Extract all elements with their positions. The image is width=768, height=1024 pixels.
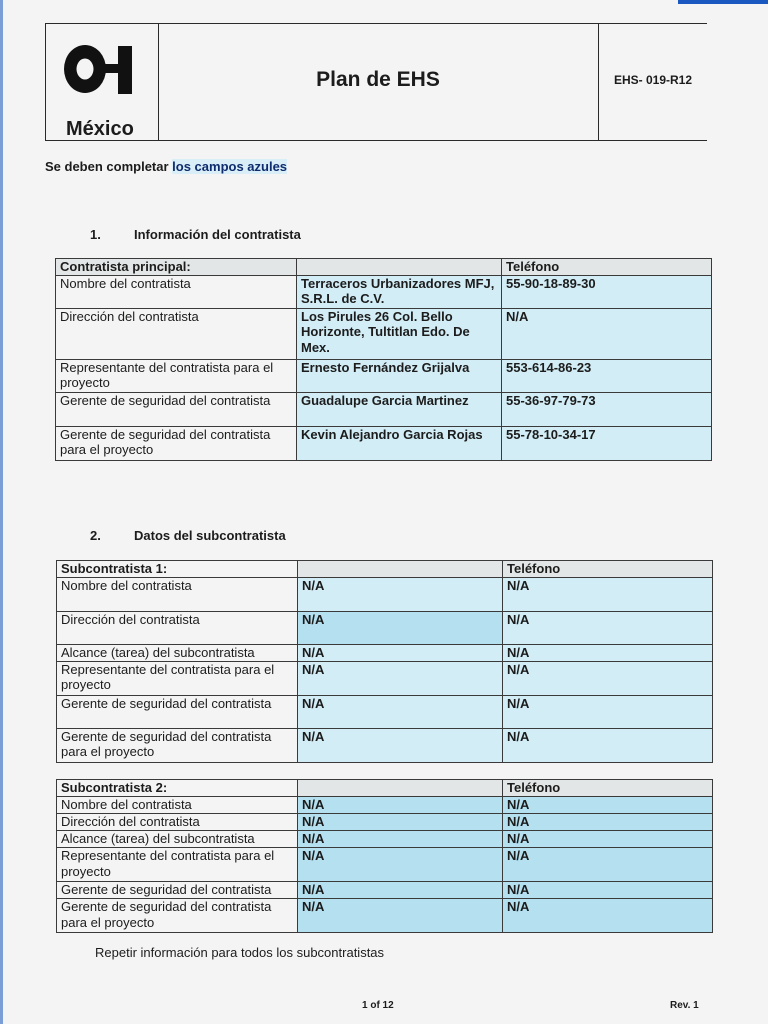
- instruction-text: [45, 159, 287, 174]
- code-cell: [598, 24, 708, 140]
- field-phone[interactable]: N/A: [503, 831, 713, 848]
- field-phone[interactable]: N/A: [503, 814, 713, 831]
- table-row: [57, 728, 713, 762]
- field-phone[interactable]: 553-614-86-23: [502, 359, 712, 392]
- field-value[interactable]: N/A: [298, 882, 503, 899]
- field-phone[interactable]: N/A: [503, 797, 713, 814]
- field-value[interactable]: Ernesto Fernández Grijalva: [297, 359, 502, 392]
- field-label: Nombre del contratista: [57, 578, 298, 612]
- table-header-row: [56, 259, 712, 276]
- table-row: [57, 831, 713, 848]
- table-row: [56, 426, 712, 460]
- field-phone[interactable]: 55-90-18-89-30: [502, 275, 712, 308]
- table-row: [57, 797, 713, 814]
- table-row: [57, 695, 713, 728]
- table-row: [57, 661, 713, 695]
- field-label: Gerente de seguridad del contratista: [57, 695, 298, 728]
- field-value[interactable]: N/A: [298, 645, 503, 662]
- instruction-prefix: Se deben completar: [45, 159, 173, 174]
- table-row: [57, 645, 713, 662]
- field-label: Gerente de seguridad del contratista para el proyecto: [57, 899, 298, 933]
- header-cell: [298, 561, 503, 578]
- table-header-row: [57, 780, 713, 797]
- field-phone[interactable]: N/A: [503, 612, 713, 645]
- repeat-note: Repetir información para todos los subcontratistas: [95, 945, 385, 960]
- instruction-highlight: los campos azules: [172, 159, 288, 174]
- section-1-heading: [90, 227, 301, 242]
- field-label: Gerente de seguridad del contratista: [56, 392, 297, 426]
- section-2-number: 2.: [90, 528, 101, 543]
- page-title: Plan de EHS: [316, 68, 440, 91]
- oi-logo-icon: [60, 38, 142, 100]
- field-phone[interactable]: N/A: [503, 661, 713, 695]
- title-cell: [158, 24, 599, 140]
- field-phone[interactable]: N/A: [503, 578, 713, 612]
- field-value[interactable]: N/A: [298, 695, 503, 728]
- field-label: Dirección del contratista: [57, 814, 298, 831]
- header-cell: Teléfono: [503, 561, 713, 578]
- field-value[interactable]: N/A: [298, 797, 503, 814]
- field-value[interactable]: N/A: [298, 612, 503, 645]
- field-phone[interactable]: 55-78-10-34-17: [502, 426, 712, 460]
- table-header-row: [57, 561, 713, 578]
- field-value[interactable]: N/A: [298, 848, 503, 882]
- table-row: [56, 308, 712, 359]
- field-value[interactable]: N/A: [298, 814, 503, 831]
- field-label: Gerente de seguridad del contratista para el proyecto: [56, 426, 297, 460]
- field-value[interactable]: N/A: [298, 661, 503, 695]
- field-phone[interactable]: 55-36-97-79-73: [502, 392, 712, 426]
- field-phone[interactable]: N/A: [503, 645, 713, 662]
- field-value[interactable]: Guadalupe Garcia Martinez: [297, 392, 502, 426]
- contractor-table: [55, 258, 712, 461]
- field-label: Gerente de seguridad del contratista para el proyecto: [57, 728, 298, 762]
- field-phone[interactable]: N/A: [503, 882, 713, 899]
- field-phone[interactable]: N/A: [503, 695, 713, 728]
- page-number: 1 of 12: [362, 1000, 394, 1011]
- table-row: [57, 848, 713, 882]
- subcontractor-1-table: [56, 560, 713, 763]
- field-phone[interactable]: N/A: [503, 899, 713, 933]
- section-2-heading: [90, 528, 286, 543]
- document-header: [45, 23, 707, 141]
- revision-label: Rev. 1: [670, 1000, 699, 1011]
- field-value[interactable]: N/A: [298, 728, 503, 762]
- table-row: [57, 899, 713, 933]
- field-label: Nombre del contratista: [56, 275, 297, 308]
- field-label: Representante del contratista para el proyecto: [57, 661, 298, 695]
- document-code: EHS- 019-R12: [613, 73, 693, 87]
- logo-cell: [46, 24, 159, 140]
- table-row: [57, 882, 713, 899]
- scan-edge-left: [0, 0, 3, 1024]
- field-label: Representante del contratista para el proyecto: [56, 359, 297, 392]
- table-row: [56, 392, 712, 426]
- field-label: Alcance (tarea) del subcontratista: [57, 645, 298, 662]
- scan-edge-top-right: [678, 0, 768, 4]
- field-phone[interactable]: N/A: [503, 728, 713, 762]
- field-value[interactable]: N/A: [298, 578, 503, 612]
- table-row: [57, 578, 713, 612]
- section-2-title: Datos del subcontratista: [134, 528, 286, 543]
- header-cell: [298, 780, 503, 797]
- field-label: Gerente de seguridad del contratista: [57, 882, 298, 899]
- field-label: Alcance (tarea) del subcontratista: [57, 831, 298, 848]
- header-cell: Teléfono: [502, 259, 712, 276]
- field-label: Dirección del contratista: [56, 308, 297, 359]
- table-row: [57, 612, 713, 645]
- field-label: Dirección del contratista: [57, 612, 298, 645]
- country-label: México: [66, 118, 134, 140]
- field-label: Representante del contratista para el proyecto: [57, 848, 298, 882]
- table-row: [57, 814, 713, 831]
- header-cell: Teléfono: [503, 780, 713, 797]
- field-value[interactable]: N/A: [298, 899, 503, 933]
- section-1-number: 1.: [90, 227, 101, 242]
- header-cell: Subcontratista 1:: [57, 561, 298, 578]
- field-phone[interactable]: N/A: [502, 308, 712, 359]
- field-value[interactable]: Terraceros Urbanizadores MFJ, S.R.L. de C.V.: [297, 275, 502, 308]
- section-1-title: Información del contratista: [134, 227, 301, 242]
- table-row: [56, 359, 712, 392]
- table-row: [56, 275, 712, 308]
- field-label: Nombre del contratista: [57, 797, 298, 814]
- subcontractor-2-table: [56, 779, 713, 933]
- header-cell: Subcontratista 2:: [57, 780, 298, 797]
- field-value[interactable]: N/A: [298, 831, 503, 848]
- field-phone[interactable]: N/A: [503, 848, 713, 882]
- field-value[interactable]: Kevin Alejandro Garcia Rojas: [297, 426, 502, 460]
- header-cell: Contratista principal:: [56, 259, 297, 276]
- field-value[interactable]: Los Pirules 26 Col. Bello Horizonte, Tultitlan Edo. De Mex.: [297, 308, 502, 359]
- header-cell: [297, 259, 502, 276]
